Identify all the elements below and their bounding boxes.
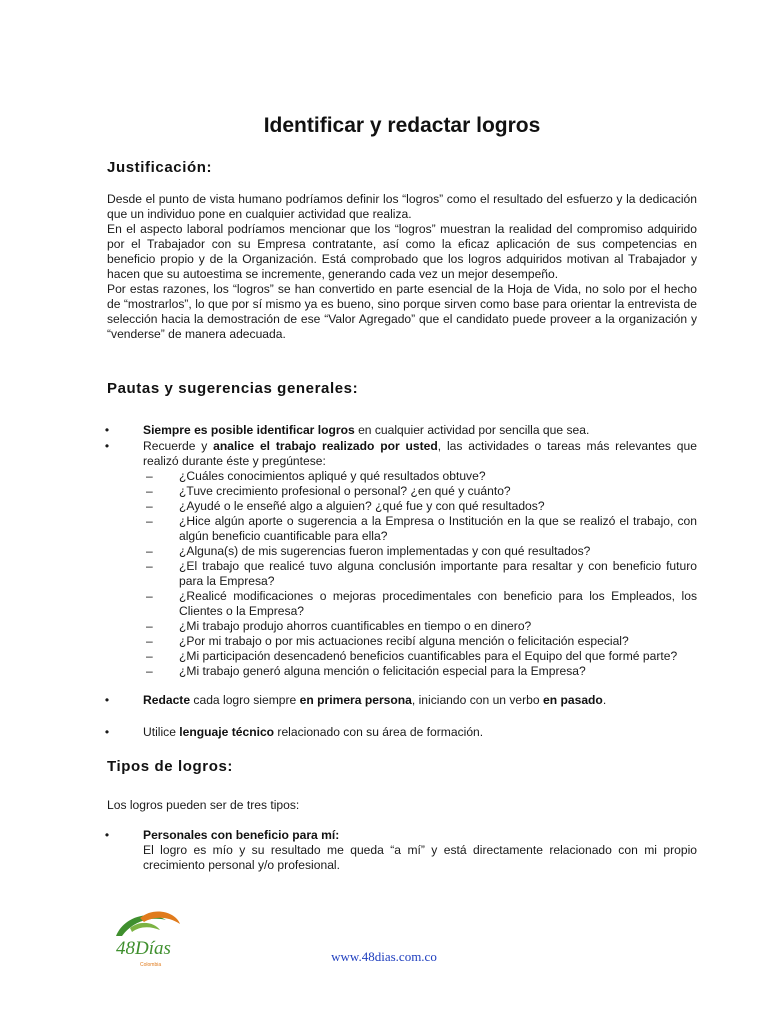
bullet-marker: •	[104, 693, 110, 707]
list-item: • Redacte cada logro siempre en primera persona, iniciando con un verbo en pasado.	[107, 693, 697, 708]
paragraph: Por estas razones, los “logros” se han convertido en parte esencial de la Hoja de Vida, no solo por el hecho de “mostrarlos”, lo que por sí mismo ya es bueno, sino porque sirven como base para orientar la entrevista de selección hacia la demostración de ese “Valor Agregado” que el candidato puede proveer a la organización y “venderse” de manera adecuada.	[107, 282, 697, 341]
bullet-marker: •	[104, 423, 110, 437]
question-item: – ¿Realicé modificaciones o mejoras procedimentales con beneficio para los Empleados, los Clientes o la Empresa?	[146, 589, 697, 618]
list-item	[104, 828, 697, 873]
bullet-marker: •	[104, 439, 110, 453]
emphasis: Siempre es posible identificar logros	[143, 423, 355, 437]
paragraph: Desde el punto de vista humano podríamos definir los “logros” como el resultado del esfuerzo y la dedicación que un individuo pone en cualquier actividad que realiza.	[107, 192, 697, 221]
text: , las actividades o tareas más relevantes que realizó durante éste y pregúntese:	[143, 439, 697, 468]
item-title: Personales con beneficio para mí:	[143, 828, 340, 842]
question-item: – ¿Mi trabajo generó alguna mención o felicitación especial para la Empresa?	[146, 664, 586, 678]
heading-justificacion: Justificación:	[107, 159, 213, 176]
heading-pautas: Pautas y sugerencias generales:	[107, 380, 359, 397]
heading-tipos: Tipos de logros:	[107, 758, 233, 775]
text: Recuerde y	[143, 439, 214, 453]
question-item: – ¿Alguna(s) de mis sugerencias fueron implementadas y con qué resultados?	[146, 544, 591, 558]
bullet-marker: •	[104, 828, 110, 842]
logo-wordmark: 48Días	[116, 938, 171, 959]
footer-website-link[interactable]: www.48dias.com.co	[331, 949, 437, 964]
list-item	[104, 423, 697, 438]
question-item: – ¿Tuve crecimiento profesional o personal? ¿en qué y cuánto?	[146, 484, 511, 498]
question-item: – ¿Por mi trabajo o por mis actuaciones recibí alguna mención o felicitación especial?	[146, 634, 629, 648]
question-item: – ¿Mi trabajo produjo ahorros cuantificables en tiempo o en dinero?	[146, 619, 532, 633]
list-item: • Utilice lenguaje técnico relacionado con su área de formación.	[107, 725, 697, 740]
question-item: – ¿Mi participación desencadenó beneficios cuantificables para el Equipo del que formé parte?	[146, 649, 678, 663]
bullet-marker: •	[104, 725, 110, 739]
question-item: – ¿Ayudé o le enseñé algo a alguien? ¿qué fue y con qué resultados?	[146, 499, 545, 513]
text: en cualquier actividad por sencilla que sea.	[354, 423, 590, 437]
question-list	[143, 469, 697, 679]
emphasis: analice el trabajo realizado por usted	[213, 439, 438, 453]
document-title: Identificar y redactar logros	[263, 114, 541, 137]
question-item: – ¿El trabajo que realicé tuvo alguna conclusión importante para resaltar y con beneficio futuro para la Empresa?	[146, 559, 697, 588]
list-item	[104, 439, 697, 679]
logo-subtext: Colombia	[140, 962, 162, 968]
question-item: – ¿Cuáles conocimientos apliqué y qué resultados obtuve?	[146, 469, 486, 483]
tipos-intro: Los logros pueden ser de tres tipos:	[107, 798, 300, 812]
question-item: – ¿Hice algún aporte o sugerencia a la Empresa o Institución en la que se realizó el trabajo, con algún beneficio cuantificable para ella?	[146, 514, 697, 543]
paragraph: En el aspecto laboral podríamos mencionar que los “logros” muestran la realidad del compromiso adquirido por el Trabajador con su Empresa contratante, así como la eficaz aplicación de sus competencias en beneficio propio y de la Organización. Está comprobado que los logros adquiridos motivan al Trabajador y hacen que su autoestima se incremente, generando cada vez un mejor desempeño.	[107, 222, 697, 281]
item-text: El logro es mío y su resultado me queda “a mí” y está directamente relacionado con mi propio crecimiento personal y/o profesional.	[143, 843, 697, 872]
justificacion-body	[107, 192, 697, 342]
